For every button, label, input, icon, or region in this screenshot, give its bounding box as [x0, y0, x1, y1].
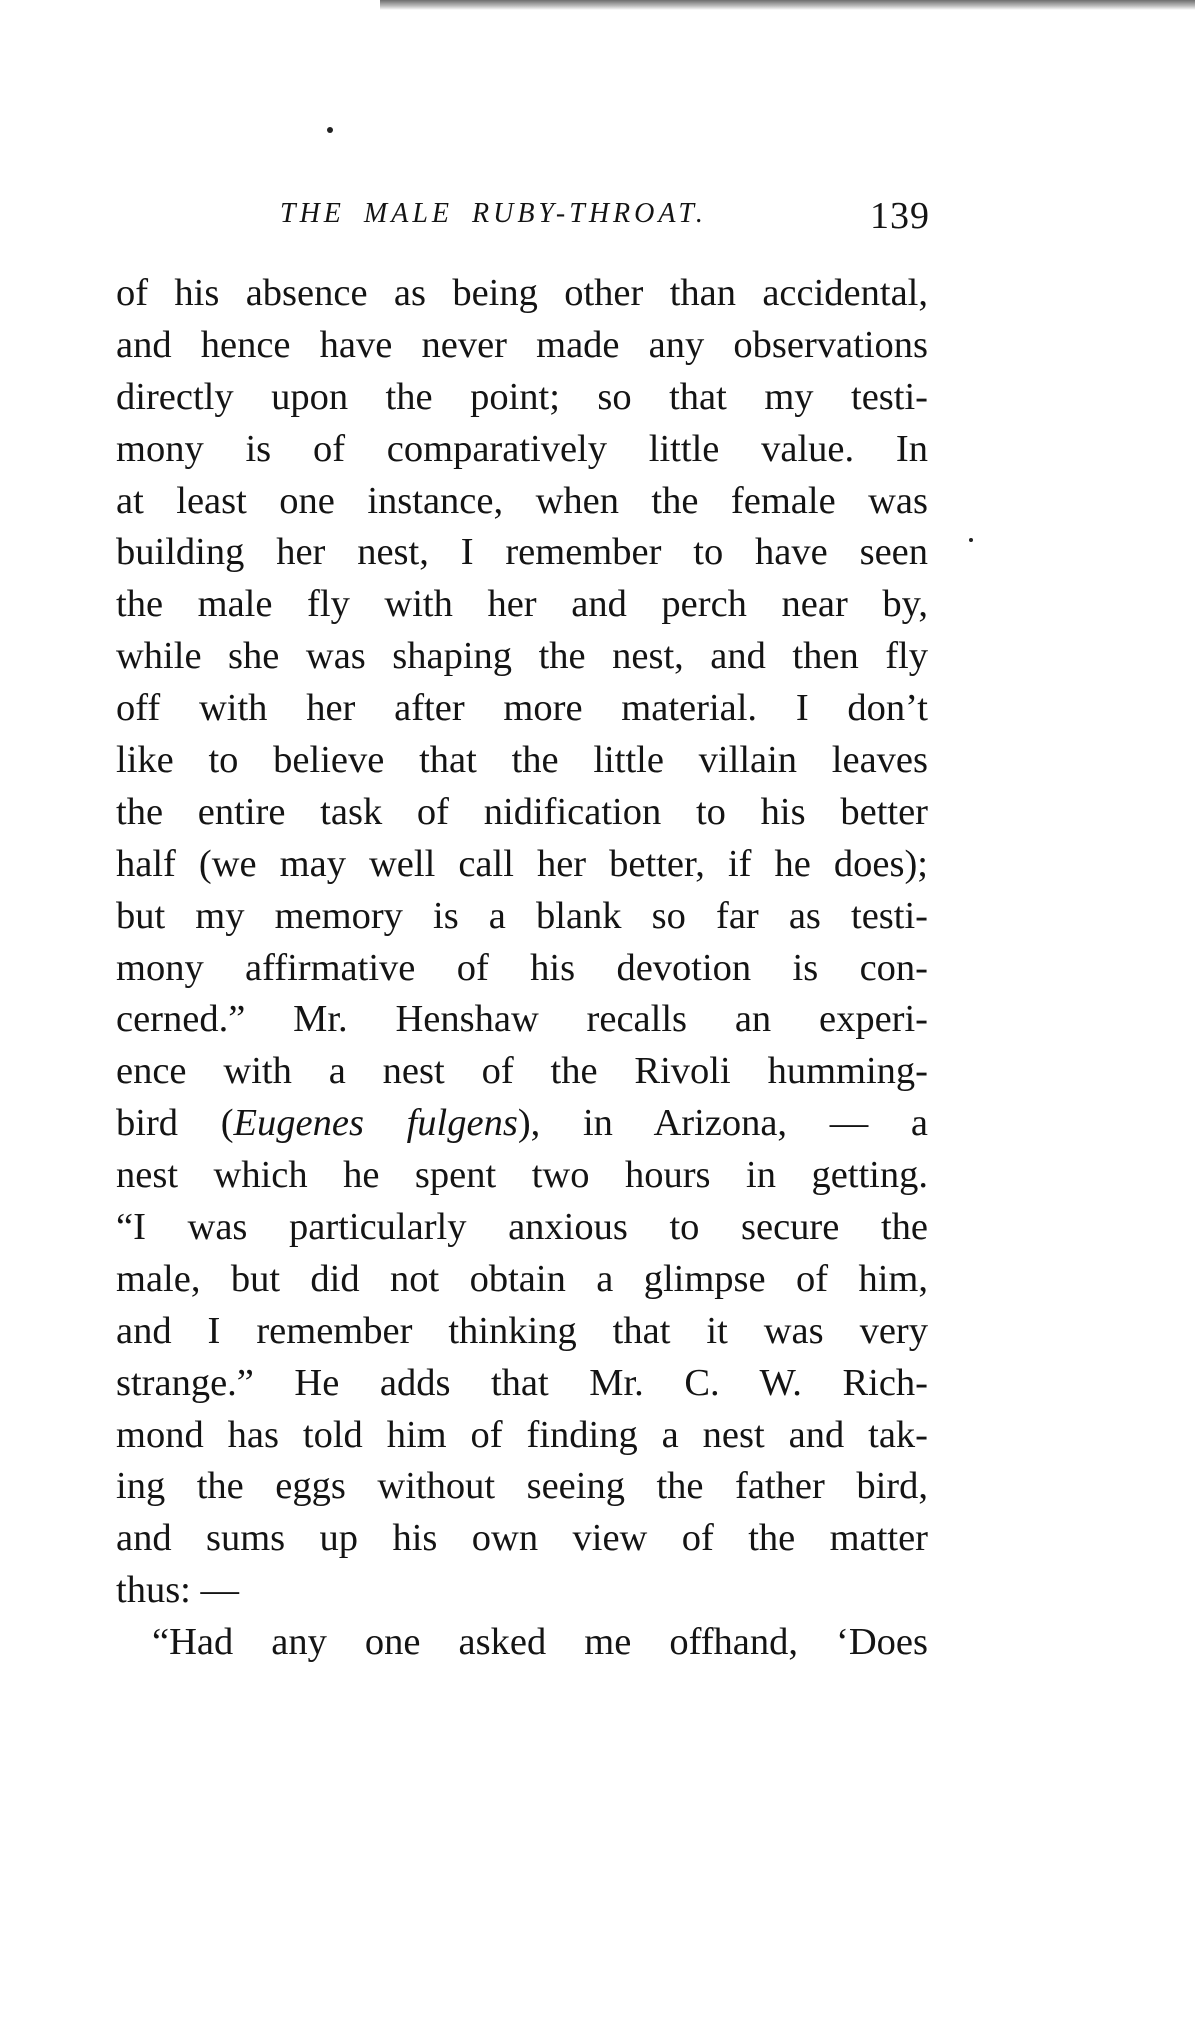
ink-speck [969, 538, 973, 542]
text-line: of his absence as being other than accidental, [116, 272, 928, 314]
text-line: building her nest, I remember to have seen [116, 531, 928, 574]
text-line: the entire task of nidification to his better [116, 790, 928, 833]
page-number: 139 [870, 195, 930, 237]
text-line: but my memory is a blank so far as testi- [116, 894, 928, 937]
text-line: strange.” He adds that Mr. C. W. Rich- [116, 1361, 928, 1404]
ink-speck [327, 127, 333, 133]
text-line: cerned.” Mr. Henshaw recalls an experi- [116, 998, 928, 1041]
page-header [280, 195, 930, 246]
running-head: THE MALE RUBY-THROAT. [280, 198, 707, 229]
text-line: ing the eggs without seeing the father bird, [116, 1465, 928, 1508]
text-line: the male fly with her and perch near by, [116, 583, 928, 626]
text-line: directly upon the point; so that my testi- [116, 375, 928, 418]
text-line: and sums up his own view of the matter [116, 1517, 928, 1560]
text-line: while she was shaping the nest, and then fly [116, 635, 928, 678]
text-line: ence with a nest of the Rivoli humming- [116, 1050, 928, 1093]
body-text [116, 268, 928, 1669]
text-line: and hence have never made any observations [116, 323, 928, 366]
text-line: and I remember thinking that it was very [116, 1309, 928, 1352]
text-line: mony affirmative of his devotion is con- [116, 946, 928, 989]
text-line: off with her after more material. I don’t [116, 687, 928, 730]
species-name: Eugenes fulgens [233, 1102, 518, 1145]
text-segment: ), in Arizona, — a [517, 1102, 928, 1145]
text-line: mond has told him of finding a nest and tak- [116, 1413, 928, 1456]
text-line: mony is of comparatively little value. In [116, 427, 928, 470]
text-line: at least one instance, when the female was [116, 479, 928, 522]
text-line: nest which he spent two hours in getting. [116, 1154, 928, 1197]
text-segment: bird ( [116, 1102, 234, 1145]
text-line: male, but did not obtain a glimpse of him, [116, 1257, 928, 1300]
text-line: like to believe that the little villain leaves [116, 739, 928, 782]
text-line: half (we may well call her better, if he does); [116, 842, 928, 885]
page-top-edge-shadow [380, 0, 1195, 10]
text-line-with-species-name [116, 1098, 928, 1150]
paragraph-end-line: thus: — [116, 1569, 240, 1612]
text-line: “Had any one asked me offhand, ‘Does [152, 1621, 928, 1664]
text-line: “I was particularly anxious to secure the [116, 1206, 928, 1249]
